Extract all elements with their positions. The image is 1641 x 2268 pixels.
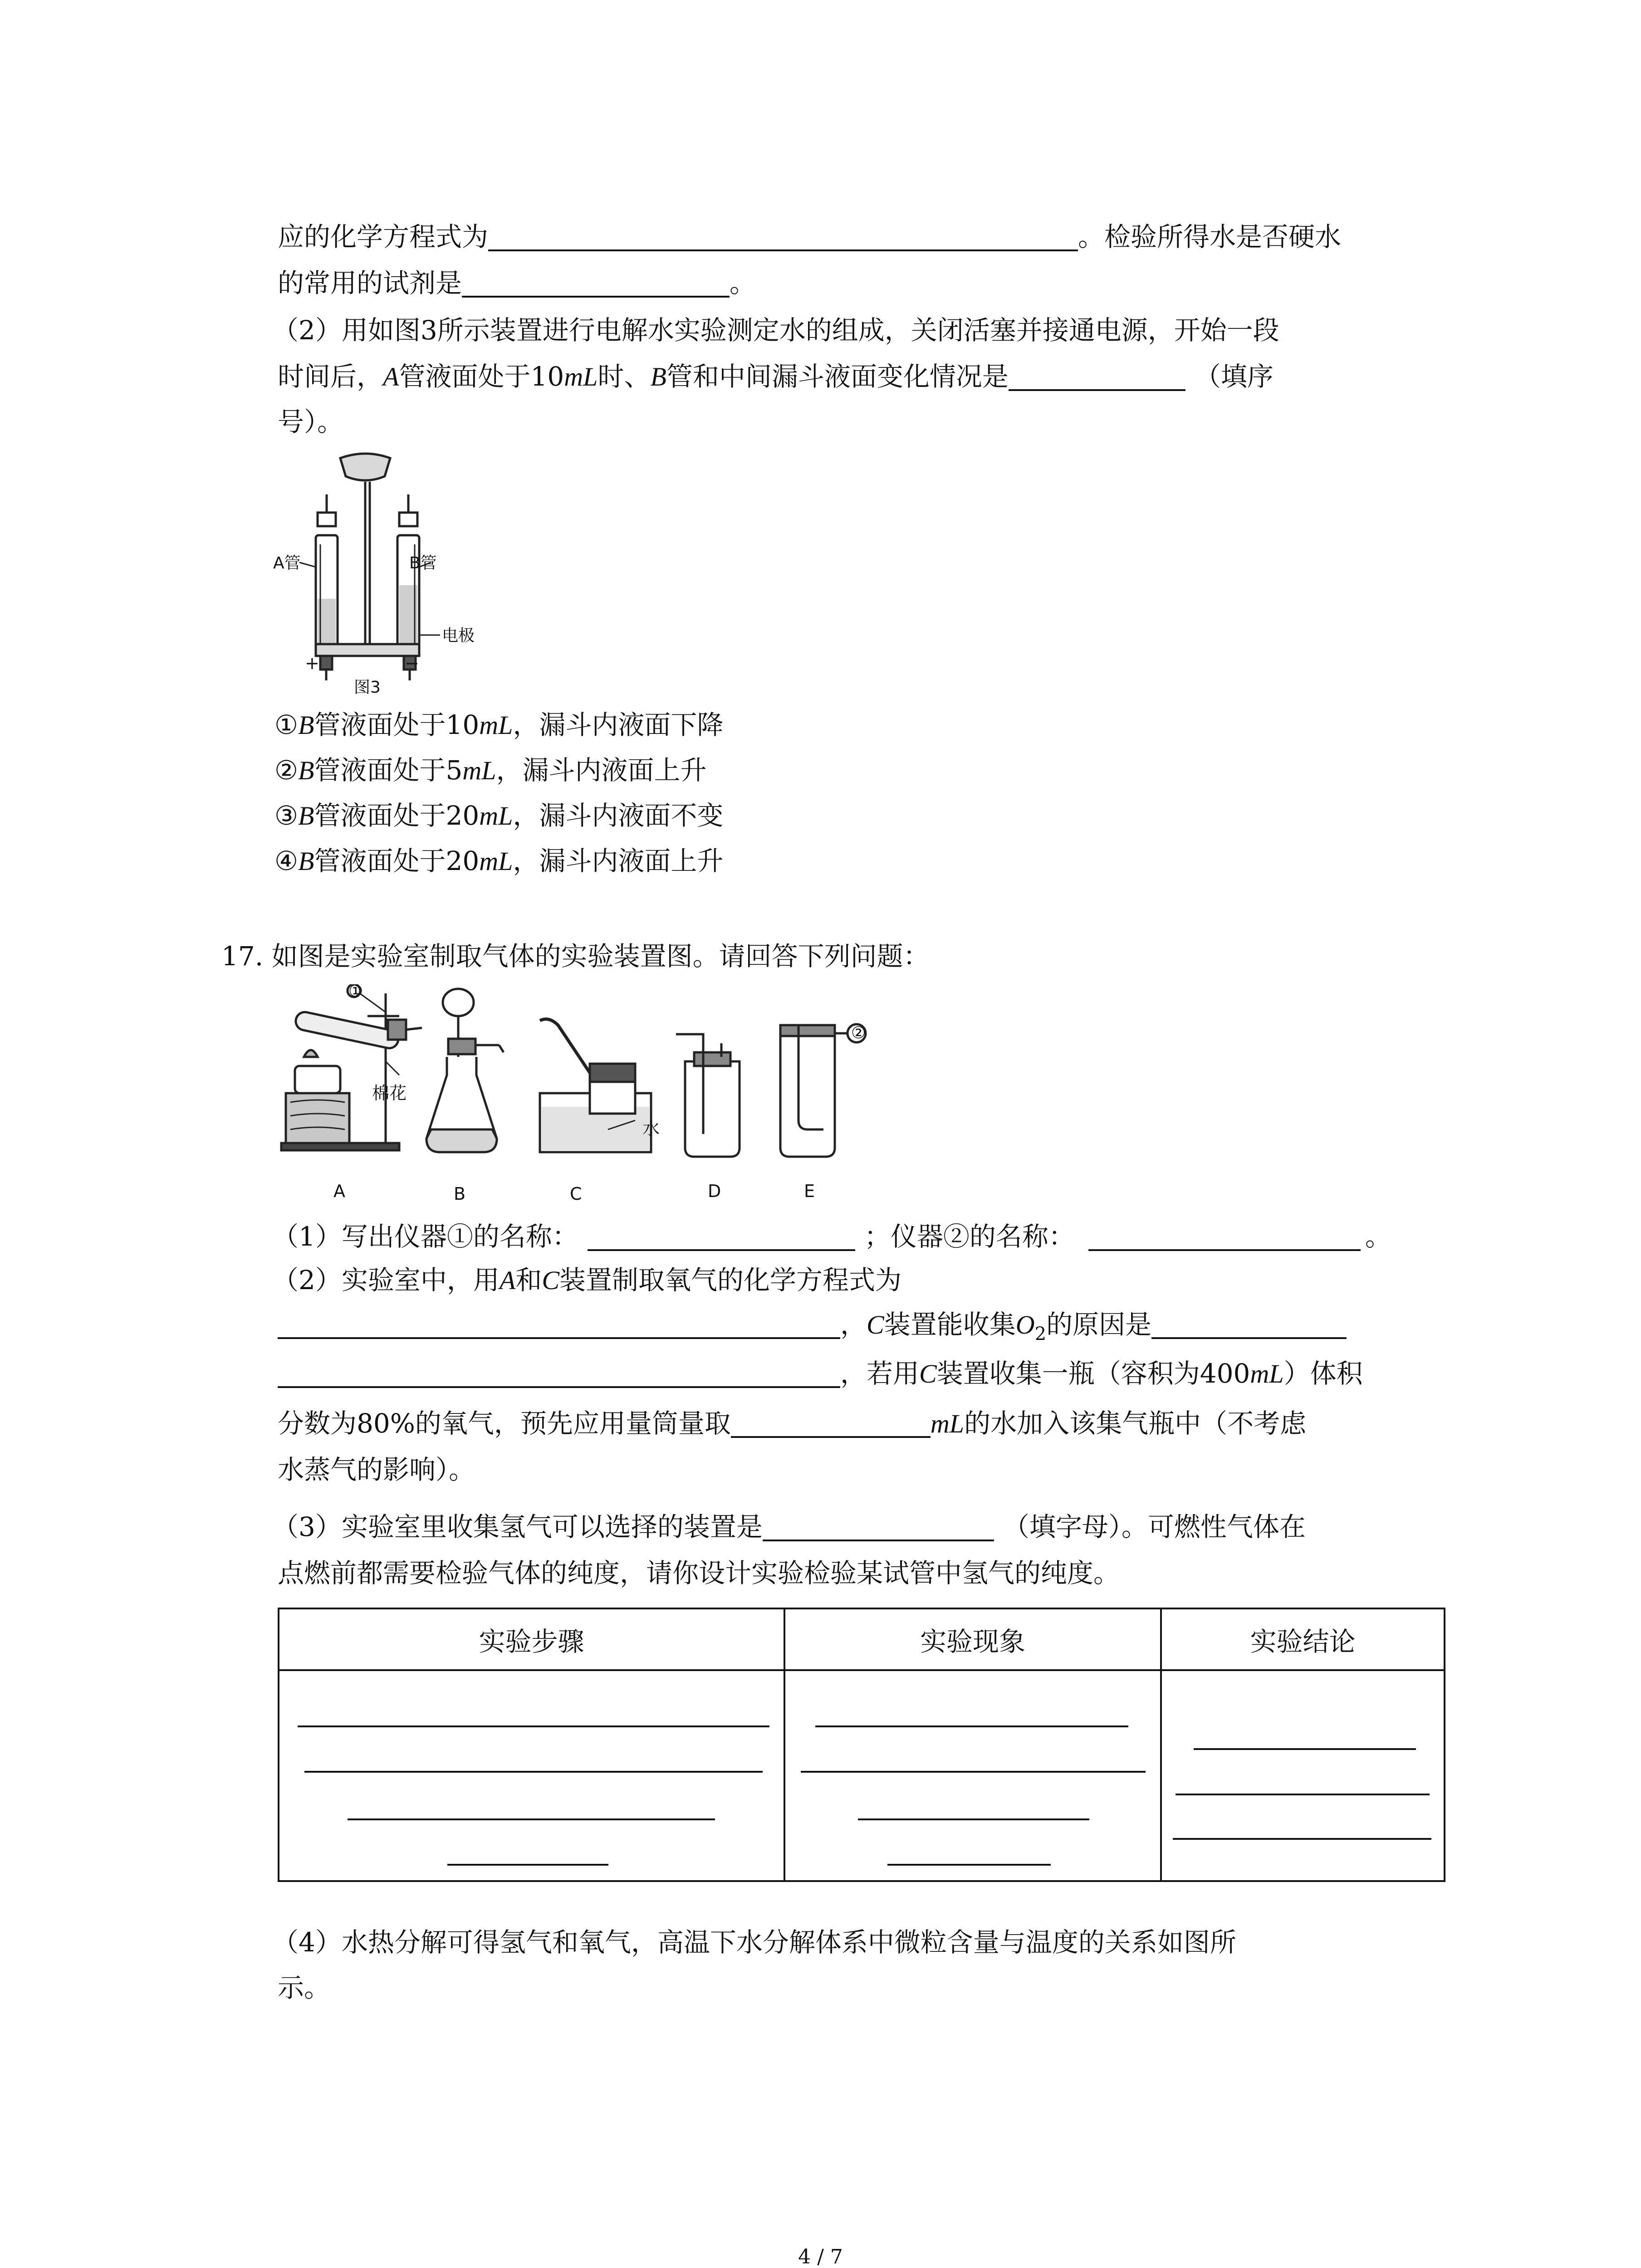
q17-part4-line2: 示。 [278, 1972, 331, 2003]
q17-part2-line5: 水蒸气的影响）。 [278, 1454, 475, 1485]
label-c: C [570, 1184, 582, 1204]
instrument2-blank[interactable] [1088, 1222, 1361, 1251]
label-e: E [804, 1181, 815, 1201]
q17-stem: 17. 如图是实验室制取气体的实验装置图。请回答下列问题： [221, 941, 930, 972]
q17-part4-line1: （4）水热分解可得氢气和氧气，高温下水分解体系中微粒含量与温度的关系如图所 [272, 1927, 1236, 1958]
equation-blank[interactable] [488, 222, 1078, 251]
q16-part2-line1: （2）用如图3所示装置进行电解水实验测定水的组成，关闭活塞并接通电源，开始一段 [272, 315, 1279, 346]
q16-part2-line2: 时间后，A管液面处于10mL时、B管和中间漏斗液面变化情况是 （填序 [278, 361, 1274, 392]
tube-b [397, 494, 419, 653]
option-4[interactable]: ④B管液面处于20mL，漏斗内液面上升 [274, 846, 724, 876]
label-minus: − [405, 653, 419, 673]
q16-equation-line: 应的化学方程式为 。检验所得水是否硬水 [278, 221, 1342, 252]
oxygen-equation-blank[interactable] [278, 1310, 840, 1339]
q17-part2-line2: ，C装置能收集$O_2$的原因是 [278, 1307, 1347, 1351]
answer-line [298, 1725, 769, 1727]
reagent-blank[interactable] [462, 269, 730, 298]
answer-line [1194, 1748, 1416, 1750]
q16-part2-line3: 号）。 [278, 406, 344, 437]
q17-part1: （1）写出仪器①的名称： ；仪器②的名称： 。 [272, 1221, 1391, 1252]
q17-part3-line1: （3）实验室里收集氢气可以选择的装置是 （填字母）。可燃性气体在 [272, 1511, 1306, 1542]
answer-line [1176, 1794, 1430, 1795]
label-cotton: 棉花 [372, 1083, 407, 1103]
answer-line [348, 1818, 715, 1820]
q16-reagent-line: 的常用的试剂是 。 [278, 268, 756, 298]
apparatus-c [540, 1019, 651, 1152]
answer-line [1173, 1838, 1431, 1840]
conclusion-cell[interactable] [1161, 1670, 1445, 1881]
header-steps: 实验步骤 [279, 1608, 784, 1670]
answer-line [887, 1864, 1051, 1866]
hydrogen-device-blank[interactable] [763, 1512, 994, 1541]
phenomenon-cell[interactable] [784, 1670, 1161, 1881]
instrument1-blank[interactable] [588, 1222, 855, 1251]
bottom-connector [316, 644, 419, 656]
q17-part2-line1: （2）实验室中，用A和C装置制取氧气的化学方程式为 [272, 1265, 902, 1295]
option-1[interactable]: ①B管液面处于10mL，漏斗内液面下降 [274, 709, 724, 740]
label-b-tube: B管 [409, 554, 437, 572]
q17-part3-line2: 点燃前都需要检验气体的纯度，请你设计实验检验某试管中氢气的纯度。 [278, 1558, 1120, 1589]
answer-line [304, 1771, 763, 1773]
steps-cell[interactable] [279, 1670, 784, 1881]
header-conclusion: 实验结论 [1161, 1608, 1445, 1670]
answer-line [447, 1864, 608, 1866]
header-phenomenon: 实验现象 [784, 1608, 1161, 1670]
answer-line [858, 1818, 1089, 1820]
reason-blank-2[interactable] [278, 1359, 840, 1388]
figure-caption: 图3 [354, 678, 381, 697]
answer-line [801, 1771, 1146, 1773]
q17-part2-line3: ，若用C装置收集一瓶（容积为400mL）体积 [278, 1356, 1363, 1391]
change-blank[interactable] [1009, 362, 1185, 391]
experiment-table [278, 1608, 1445, 1882]
water-volume-blank[interactable] [731, 1409, 931, 1438]
apparatus-b [426, 989, 504, 1152]
electrodes [320, 656, 416, 680]
label-d: D [708, 1181, 721, 1201]
option-3[interactable]: ③B管液面处于20mL，漏斗内液面不变 [274, 800, 724, 831]
apparatus-mark-1: ① [348, 982, 363, 1001]
label-a: A [333, 1181, 345, 1201]
reservoir-funnel [340, 454, 390, 649]
answer-line [815, 1725, 1128, 1727]
option-2[interactable]: ②B管液面处于5mL，漏斗内液面上升 [274, 755, 707, 786]
tube-a [316, 494, 338, 653]
page-number: 4 / 7 [798, 2245, 843, 2268]
apparatus-a [281, 984, 422, 1150]
label-water: 水 [642, 1119, 660, 1139]
label-b: B [454, 1184, 466, 1204]
label-a-pointer [299, 562, 316, 567]
reason-blank-1[interactable] [1151, 1310, 1347, 1339]
apparatus-e [780, 1024, 866, 1157]
label-plus: + [305, 653, 319, 673]
apparatus-mark-2: ② [851, 1024, 866, 1042]
q17-part2-line4: 分数为80%的氧气，预先应用量筒量取 mL的水加入该集气瓶中（不考虑 [278, 1408, 1307, 1439]
label-electrode: 电极 [442, 626, 475, 645]
apparatus-d [676, 1034, 740, 1157]
label-a-tube: A管 [273, 554, 301, 572]
